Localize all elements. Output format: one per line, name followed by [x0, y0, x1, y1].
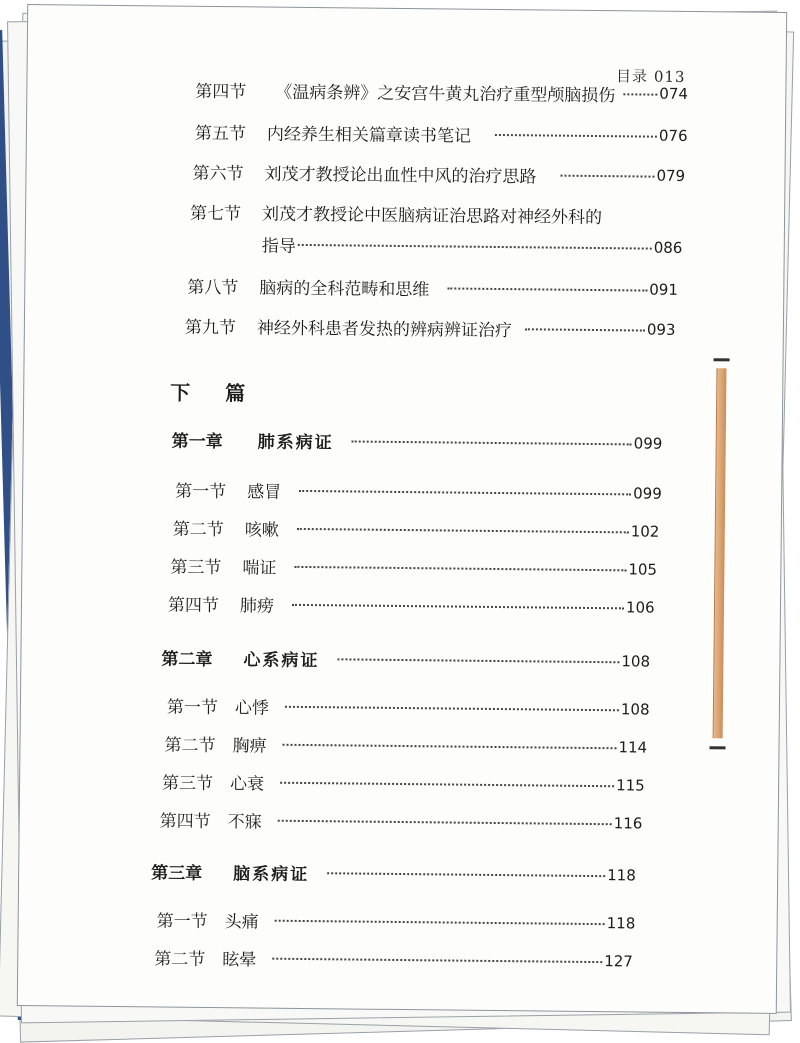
section-title: 胸痹 [232, 736, 267, 757]
section-number: 第四节 [195, 81, 247, 103]
section-title: 《温病条辨》之安宫牛黄丸治疗重型颅脑损伤 [275, 82, 616, 107]
page-number: 091 [649, 280, 679, 299]
chapter-number: 第三章 [151, 863, 203, 884]
leader-dots [275, 920, 605, 925]
toc-entry[interactable] [167, 693, 667, 724]
page-number: 118 [606, 914, 636, 933]
section-number: 第八节 [187, 277, 239, 299]
section-number: 第四节 [167, 595, 220, 617]
page-number: 102 [630, 522, 660, 541]
leader-dots [272, 958, 602, 963]
page-number: 093 [646, 320, 676, 339]
page-number: 114 [618, 738, 648, 757]
page-number: 118 [607, 866, 636, 885]
toc-entry[interactable] [157, 906, 657, 937]
section-number: 第一节 [156, 911, 208, 932]
section-title: 不寐 [227, 812, 262, 833]
leader-dots [278, 820, 612, 825]
leader-dots [299, 490, 631, 495]
toc-entry[interactable] [168, 591, 668, 622]
toc-entry[interactable] [190, 199, 691, 264]
leader-dots [297, 528, 629, 533]
leader-dots [495, 134, 657, 138]
leader-dots [292, 604, 624, 609]
section-title: 刘茂才教授论中医脑病证治思路对神经外科的 [261, 204, 603, 229]
section-title: 神经外科患者发热的辨病辨证治疗 [256, 318, 512, 342]
leader-dots [337, 658, 619, 663]
section-number: 第六节 [192, 163, 244, 185]
section-title: 喘证 [242, 558, 277, 579]
page-number: 074 [659, 84, 689, 103]
page-number: 106 [625, 598, 655, 617]
bookmark-ribbon [713, 368, 727, 738]
page-number: 127 [604, 952, 634, 971]
section-title: 头痛 [224, 912, 259, 933]
chapter-number: 第二章 [161, 649, 213, 671]
section-title: 脑病的全科范畴和思维 [259, 278, 430, 301]
section-number: 第七节 [189, 203, 242, 225]
toc-entry[interactable] [162, 769, 662, 800]
section-title: 心衰 [230, 774, 265, 795]
section-number: 第一节 [175, 481, 227, 503]
section-number: 第三节 [170, 557, 222, 579]
section-title-line2: 指导 [261, 236, 296, 257]
toc-entry[interactable] [187, 273, 687, 304]
page-number: 108 [620, 700, 650, 719]
page-number: 086 [653, 238, 683, 257]
section-title: 咳嗽 [244, 520, 279, 541]
section-title: 感冒 [247, 482, 282, 503]
toc-entry[interactable] [170, 553, 670, 584]
page-number: 115 [616, 776, 645, 795]
leader-dots [294, 566, 626, 571]
section-number: 第一节 [166, 697, 219, 719]
toc-entry[interactable] [160, 806, 660, 837]
header-page-number: 013 [653, 67, 686, 86]
bookmark-cap-bottom [710, 746, 726, 749]
leader-dots [352, 440, 632, 445]
toc-entry[interactable] [195, 77, 695, 108]
leader-dots [285, 706, 619, 711]
toc-entry[interactable] [192, 159, 692, 190]
toc-entry[interactable] [185, 313, 685, 344]
page-number: 079 [656, 166, 686, 185]
chapter-title: 肺系病证 [257, 432, 334, 454]
toc-entry[interactable] [173, 515, 673, 546]
page-number: 099 [633, 434, 663, 453]
toc-entry[interactable] [195, 119, 695, 150]
section-title: 内经养生相关篇章读书笔记 [266, 124, 472, 147]
section-number: 第二节 [172, 519, 224, 541]
toc-chapter[interactable] [151, 858, 661, 889]
bookmark-cap-top [714, 358, 730, 361]
leader-dots [280, 782, 614, 787]
leader-dots [525, 328, 645, 331]
toc-chapter[interactable] [161, 644, 671, 675]
leader-dots [560, 175, 654, 178]
header-label: 目录 [616, 67, 649, 86]
part-title: 下 篇 [170, 380, 260, 406]
toc-entry[interactable] [154, 944, 654, 975]
leader-dots [623, 93, 657, 95]
section-title: 心悸 [234, 698, 270, 719]
page-number: 108 [621, 652, 651, 671]
section-number: 第二节 [154, 949, 206, 970]
section-number: 第五节 [194, 123, 247, 145]
leader-dots [447, 287, 647, 291]
toc-page [17, 4, 787, 1014]
chapter-title: 心系病证 [243, 650, 320, 672]
leader-dots [327, 872, 605, 877]
chapter-title: 脑系病证 [233, 864, 310, 886]
section-number: 第九节 [184, 317, 236, 339]
section-title: 刘茂才教授论出血性中风的治疗思路 [264, 164, 537, 188]
section-number: 第四节 [159, 811, 211, 833]
page-number: 116 [613, 814, 643, 833]
section-title: 眩晕 [222, 950, 257, 971]
toc-chapter[interactable] [172, 427, 682, 458]
toc-entry[interactable] [175, 477, 675, 508]
leader-dots [298, 244, 652, 250]
page-number: 076 [658, 126, 688, 145]
section-title: 肺痨 [239, 596, 275, 617]
section-number: 第二节 [164, 735, 216, 757]
leader-dots [283, 744, 617, 749]
page-number: 099 [633, 484, 662, 503]
page-number: 105 [628, 560, 658, 579]
section-number: 第三节 [162, 773, 214, 795]
chapter-number: 第一章 [171, 431, 223, 453]
toc-entry[interactable] [164, 731, 664, 762]
